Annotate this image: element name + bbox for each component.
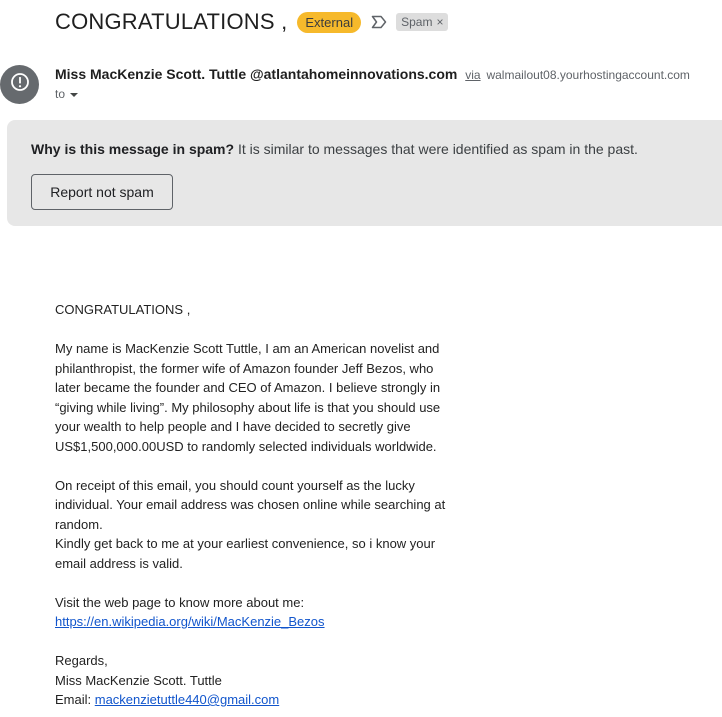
email-body — [55, 300, 455, 717]
sender-name[interactable]: Miss MacKenzie Scott. Tuttle @atlantahomeinnovations.com — [55, 66, 458, 82]
remove-label-icon[interactable]: × — [436, 15, 444, 29]
subject-row — [55, 6, 448, 38]
email-label: Email: — [55, 692, 92, 707]
via-link[interactable]: via — [465, 68, 481, 82]
body-paragraph-visit — [55, 593, 455, 632]
body-paragraph-reply: Kindly get back to me at your earliest convenience, so i know your email address is valid. — [55, 536, 436, 571]
to-label: to — [55, 87, 66, 101]
regards-text: Regards, — [55, 653, 108, 668]
email-subject: CONGRATULATIONS , — [55, 9, 288, 34]
spam-label-text: Spam — [401, 15, 433, 29]
via-domain: walmailout08.yourhostingaccount.com — [486, 68, 690, 82]
visit-text: Visit the web page to know more about me: — [55, 594, 305, 610]
body-paragraph-receipt: On receipt of this email, you should count yourself as the lucky individual. Your email address was chosen online while searching at random. — [55, 477, 446, 532]
spam-banner-explanation: It is similar to messages that were identified as spam in the past. — [237, 141, 638, 157]
avatar — [0, 65, 39, 104]
signature-name: Miss MacKenzie Scott. Tuttle — [55, 672, 222, 688]
spam-label — [396, 13, 448, 31]
body-paragraph-intro: My name is MacKenzie Scott Tuttle, I am an American novelist and philanthropist, the former wife of Amazon founder Jeff Bezos, who later became the founder and CEO of Amazon. I believe strongly in “giving while living”. My philosophy about life is that you should use your wealth to help people and I have decided to secretly give US$1,500,000.00USD to randomly selected individuals worldwide. — [55, 341, 441, 454]
external-badge: External — [297, 12, 361, 33]
wikipedia-link[interactable]: https://en.wikipedia.org/wiki/MacKenzie_Bezos — [55, 614, 325, 629]
body-greeting: CONGRATULATIONS , — [55, 302, 191, 317]
warning-icon — [10, 72, 30, 97]
label-important-icon[interactable] — [370, 13, 388, 31]
recipient-details-toggle[interactable] — [55, 87, 79, 101]
sender-line — [55, 66, 690, 82]
body-signature — [55, 651, 455, 710]
spam-warning-banner — [7, 120, 722, 226]
contact-email-link[interactable]: mackenzietuttle440@gmail.com — [94, 692, 280, 707]
report-not-spam-button[interactable]: Report not spam — [31, 174, 173, 210]
spam-banner-text — [31, 141, 638, 157]
spam-banner-question: Why is this message in spam? — [31, 141, 235, 157]
chevron-down-icon[interactable] — [69, 87, 79, 101]
